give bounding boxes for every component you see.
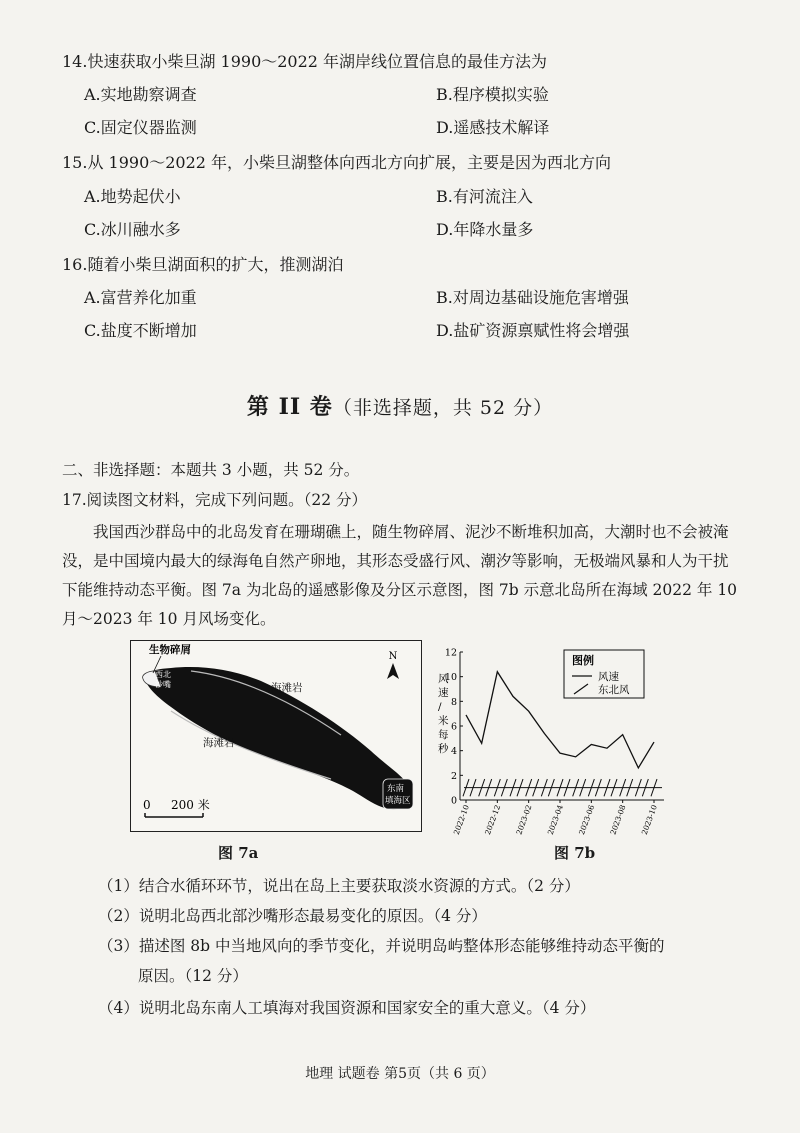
q17-sub2: （2）说明北岛西北部沙嘴形态最易变化的原因。（4 分）: [98, 907, 487, 925]
figure-7a: [130, 640, 422, 832]
y-tick-label: 12: [444, 647, 457, 659]
section-title-main: 第 II 卷: [246, 394, 333, 420]
wind-chart: [432, 640, 672, 835]
y-label-char: 米: [438, 715, 449, 727]
y-tick-label: 2: [450, 770, 457, 782]
q16-option-d: D.盐矿资源禀赋性将会增强: [436, 321, 630, 340]
y-label-char: 风: [438, 673, 449, 685]
part2-heading: 二、非选择题：本题共 3 小题，共 52 分。: [62, 461, 360, 479]
q17-sub3-line1: （3）描述图 8b 中当地风向的季节变化，并说明岛屿整体形态能够维持动态平衡的: [98, 937, 665, 955]
x-tick-label: 2022-12: [483, 803, 503, 835]
label-bio-debris: 生物碎屑: [149, 644, 191, 656]
legend-title: 图例: [572, 654, 594, 667]
q15-option-b: B.有河流注入: [436, 187, 533, 206]
q14-option-c: C.固定仪器监测: [84, 118, 197, 137]
x-tick-label: 2023-04: [545, 803, 565, 835]
page-footer: 地理 试题卷 第5页（共 6 页）: [305, 1066, 495, 1082]
section-title: [0, 390, 800, 421]
q17-sub3-line2: 原因。（12 分）: [138, 967, 248, 985]
q16-stem: 16.随着小柴旦湖面积的扩大，推测湖泊: [62, 255, 344, 274]
y-label-char: 秒: [438, 743, 449, 755]
y-tick-label: 0: [450, 795, 457, 807]
x-tick-label: 2023-10: [639, 803, 659, 835]
y-label-char: 每: [438, 729, 449, 741]
chart-legend: [564, 650, 644, 698]
x-tick-label: 2023-06: [577, 803, 597, 835]
q17-sub4: （4）说明北岛东南人工填海对我国资源和国家安全的重大意义。（4 分）: [98, 999, 596, 1017]
legend-dir: 东北风: [598, 684, 630, 696]
q17-material: 我国西沙群岛中的北岛发育在珊瑚礁上，随生物碎屑、泥沙不断堆积加高，大潮时也不会被淹没，是中国境内最大的绿海龟自然产卵地，其形态受盛行风、潮汐等影响，无极端风暴和人为干扰下能维持动态平衡。图 7a 为北岛的遥感影像及分区示意图，图 7b 示意北岛所在海域 2022 年 10 月～2023 年 10 月风场变化。: [62, 523, 738, 628]
legend-dir-swatch: [574, 684, 588, 694]
y-axis-label: [438, 673, 449, 755]
north-arrow-icon: [387, 651, 399, 679]
figure-7b-caption: 图 7b: [554, 844, 596, 862]
q16-option-a: A.富营养化加重: [84, 288, 197, 307]
label-beach-rock-2: 海滩岩: [203, 737, 235, 749]
label-fill-1: 东南: [387, 784, 405, 794]
label-spit-2: 沙嘴: [155, 680, 171, 689]
legend-speed: 风速: [598, 671, 619, 683]
x-tick-label: 2023-08: [608, 803, 628, 835]
q14-option-d: D.遥感技术解译: [436, 118, 550, 137]
scale-text: 200 米: [171, 798, 210, 812]
q14-option-b: B.程序模拟实验: [436, 85, 549, 104]
x-tick-label: 2023-02: [514, 803, 534, 835]
q16-option-b: B.对周边基础设施危害增强: [436, 288, 629, 307]
q15-option-c: C.冰川融水多: [84, 220, 181, 239]
q17-sub1: （1）结合水循环环节，说出在岛上主要获取淡水资源的方式。（2 分）: [98, 877, 580, 895]
svg-text:N: N: [388, 651, 398, 662]
y-label-char: /: [438, 701, 442, 713]
label-fill-2: 填海区: [385, 796, 411, 806]
q15-option-a: A.地势起伏小: [84, 187, 181, 206]
y-tick-label: 6: [450, 721, 457, 733]
q15-stem: 15.从 1990～2022 年，小柴旦湖整体向西北方向扩展，主要是因为西北方向: [62, 153, 612, 172]
label-beach-rock-1: 海滩岩: [271, 682, 303, 694]
q17-stem: 17.阅读图文材料，完成下列问题。（22 分）: [62, 491, 368, 509]
y-tick-label: 8: [450, 696, 457, 708]
figure-7b: [432, 640, 672, 835]
y-tick-label: 4: [450, 746, 457, 758]
figure-7a-caption: 图 7a: [218, 844, 259, 862]
y-tick-label: 10: [444, 672, 457, 684]
x-tick-label: 2022-10: [451, 803, 471, 835]
y-label-char: 速: [438, 687, 449, 699]
q14-option-a: A.实地勘察调查: [84, 85, 197, 104]
q15-option-d: D.年降水量多: [436, 220, 534, 239]
figure-7a-map: [131, 641, 421, 831]
q14-stem: 14.快速获取小柴旦湖 1990～2022 年湖岸线位置信息的最佳方法为: [62, 52, 548, 71]
label-spit-1: 西北: [155, 670, 171, 679]
q16-option-c: C.盐度不断增加: [84, 321, 197, 340]
section-title-sub: （非选择题，共 52 分）: [332, 397, 554, 419]
scale-zero: 0: [143, 798, 151, 812]
